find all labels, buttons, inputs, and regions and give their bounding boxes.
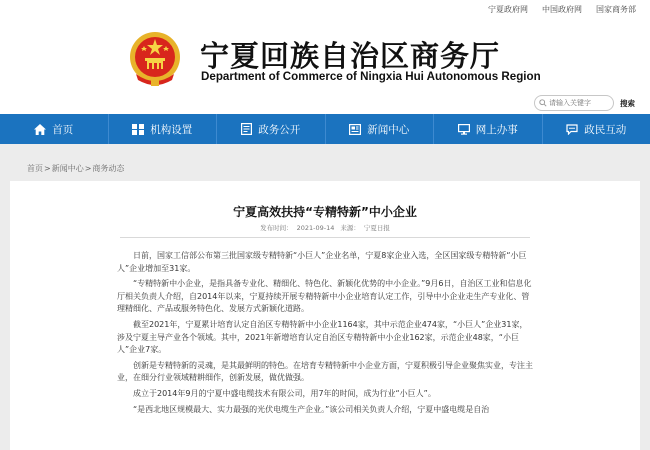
breadcrumb-commerce-news[interactable]: 商务动态 xyxy=(92,164,125,173)
site-header xyxy=(0,0,650,114)
nav-label: 政务公开 xyxy=(258,123,301,136)
nav-item-news[interactable] xyxy=(326,114,435,144)
national-emblem-icon xyxy=(128,30,182,88)
search-icon xyxy=(539,99,547,107)
nav-item-interaction[interactable] xyxy=(543,114,650,144)
article-paragraph: 成立于2014年9月的宁夏中盛电缆技术有限公司，用7年的时间，成为行业“小巨人”。 xyxy=(133,388,436,398)
site-title-english: Department of Commerce of Ningxia Hui Autonomous Region xyxy=(201,70,541,83)
publish-label: 发布时间： xyxy=(260,224,293,232)
news-icon xyxy=(349,124,361,135)
top-link-mofcom[interactable]: 国家商务部 xyxy=(596,5,636,14)
main-nav xyxy=(0,114,650,144)
top-link-ningxia-gov[interactable]: 宁夏政府网 xyxy=(488,5,528,14)
nav-label: 新闻中心 xyxy=(367,123,410,136)
top-link-china-gov[interactable]: 中国政府网 xyxy=(542,5,582,14)
home-icon xyxy=(34,124,46,135)
breadcrumb-separator: > xyxy=(84,164,92,173)
article-paragraph: “是西北地区规模最大、实力最强的光伏电缆生产企业。”该公司相关负责人介绍，宁夏中盛电缆是自治 xyxy=(133,404,490,414)
nav-item-home[interactable] xyxy=(0,114,109,144)
nav-item-org[interactable] xyxy=(109,114,218,144)
org-chart-icon xyxy=(132,124,144,135)
monitor-icon xyxy=(458,124,470,135)
source-label: 来源： xyxy=(340,224,360,232)
search-button[interactable]: 搜索 xyxy=(620,98,635,108)
search-input[interactable] xyxy=(549,99,609,107)
nav-label: 首页 xyxy=(52,123,74,136)
breadcrumb xyxy=(27,163,124,174)
breadcrumb-separator: > xyxy=(44,164,51,173)
search-box xyxy=(534,95,614,111)
search-bar xyxy=(534,95,640,111)
article-paragraph: 创新是专精特新的灵魂，是其最鲜明的特色。在培育专精特新中小企业方面，宁夏积极引导企业聚焦实业，专注主业，在细分行业领域精耕细作，创新发展，做优做强。 xyxy=(117,360,533,383)
nav-label: 政民互动 xyxy=(584,123,627,136)
article-paragraph: 日前，国家工信部公布第三批国家级专精特新“小巨人”企业名单，宁夏8家企业入选，全区国家级专精特新“小巨人”企业增加至31家。 xyxy=(117,251,527,273)
nav-item-online-service[interactable] xyxy=(434,114,543,144)
breadcrumb-home[interactable]: 首页 xyxy=(27,164,43,173)
publish-date: 2021-09-14 xyxy=(296,224,335,232)
nav-label: 机构设置 xyxy=(150,123,193,136)
chat-icon xyxy=(566,124,578,135)
nav-item-gov-affairs[interactable] xyxy=(217,114,326,144)
article-meta xyxy=(10,223,640,232)
article-paragraph: 截至2021年，宁夏累计培育认定自治区专精特新中小企业1164家，其中示范企业474家，“小巨人”企业31家，涉及宁夏主导产业各个领域。其中，2021年新增培育认定自治区专精特新中小企业162家，示范企业48家，“小巨人”企业7家。 xyxy=(117,319,528,355)
article-panel xyxy=(10,181,640,450)
article-title: 宁夏高效扶持“专精特新”中小企业 xyxy=(233,205,417,219)
document-icon xyxy=(241,123,252,135)
top-links xyxy=(488,4,636,15)
title-divider xyxy=(120,237,530,238)
nav-label: 网上办事 xyxy=(475,123,518,136)
article-source: 宁夏日报 xyxy=(363,224,390,232)
breadcrumb-news-center[interactable]: 新闻中心 xyxy=(51,164,84,173)
site-title: 宁夏回族自治区商务厅 xyxy=(200,39,501,73)
article-body xyxy=(117,250,533,419)
article-paragraph: “专精特新中小企业，是指具备专业化、精细化、特色化、新颖化优势的中小企业。”9月6日，自治区工业和信息化厅相关负责人介绍，自2014年以来，宁夏持续开展专精特新中小企业培育认定工作，引导中小企业走生产专业化、管理精细化、产品或服务特色化、发展方式新颖化道路。 xyxy=(117,279,532,314)
